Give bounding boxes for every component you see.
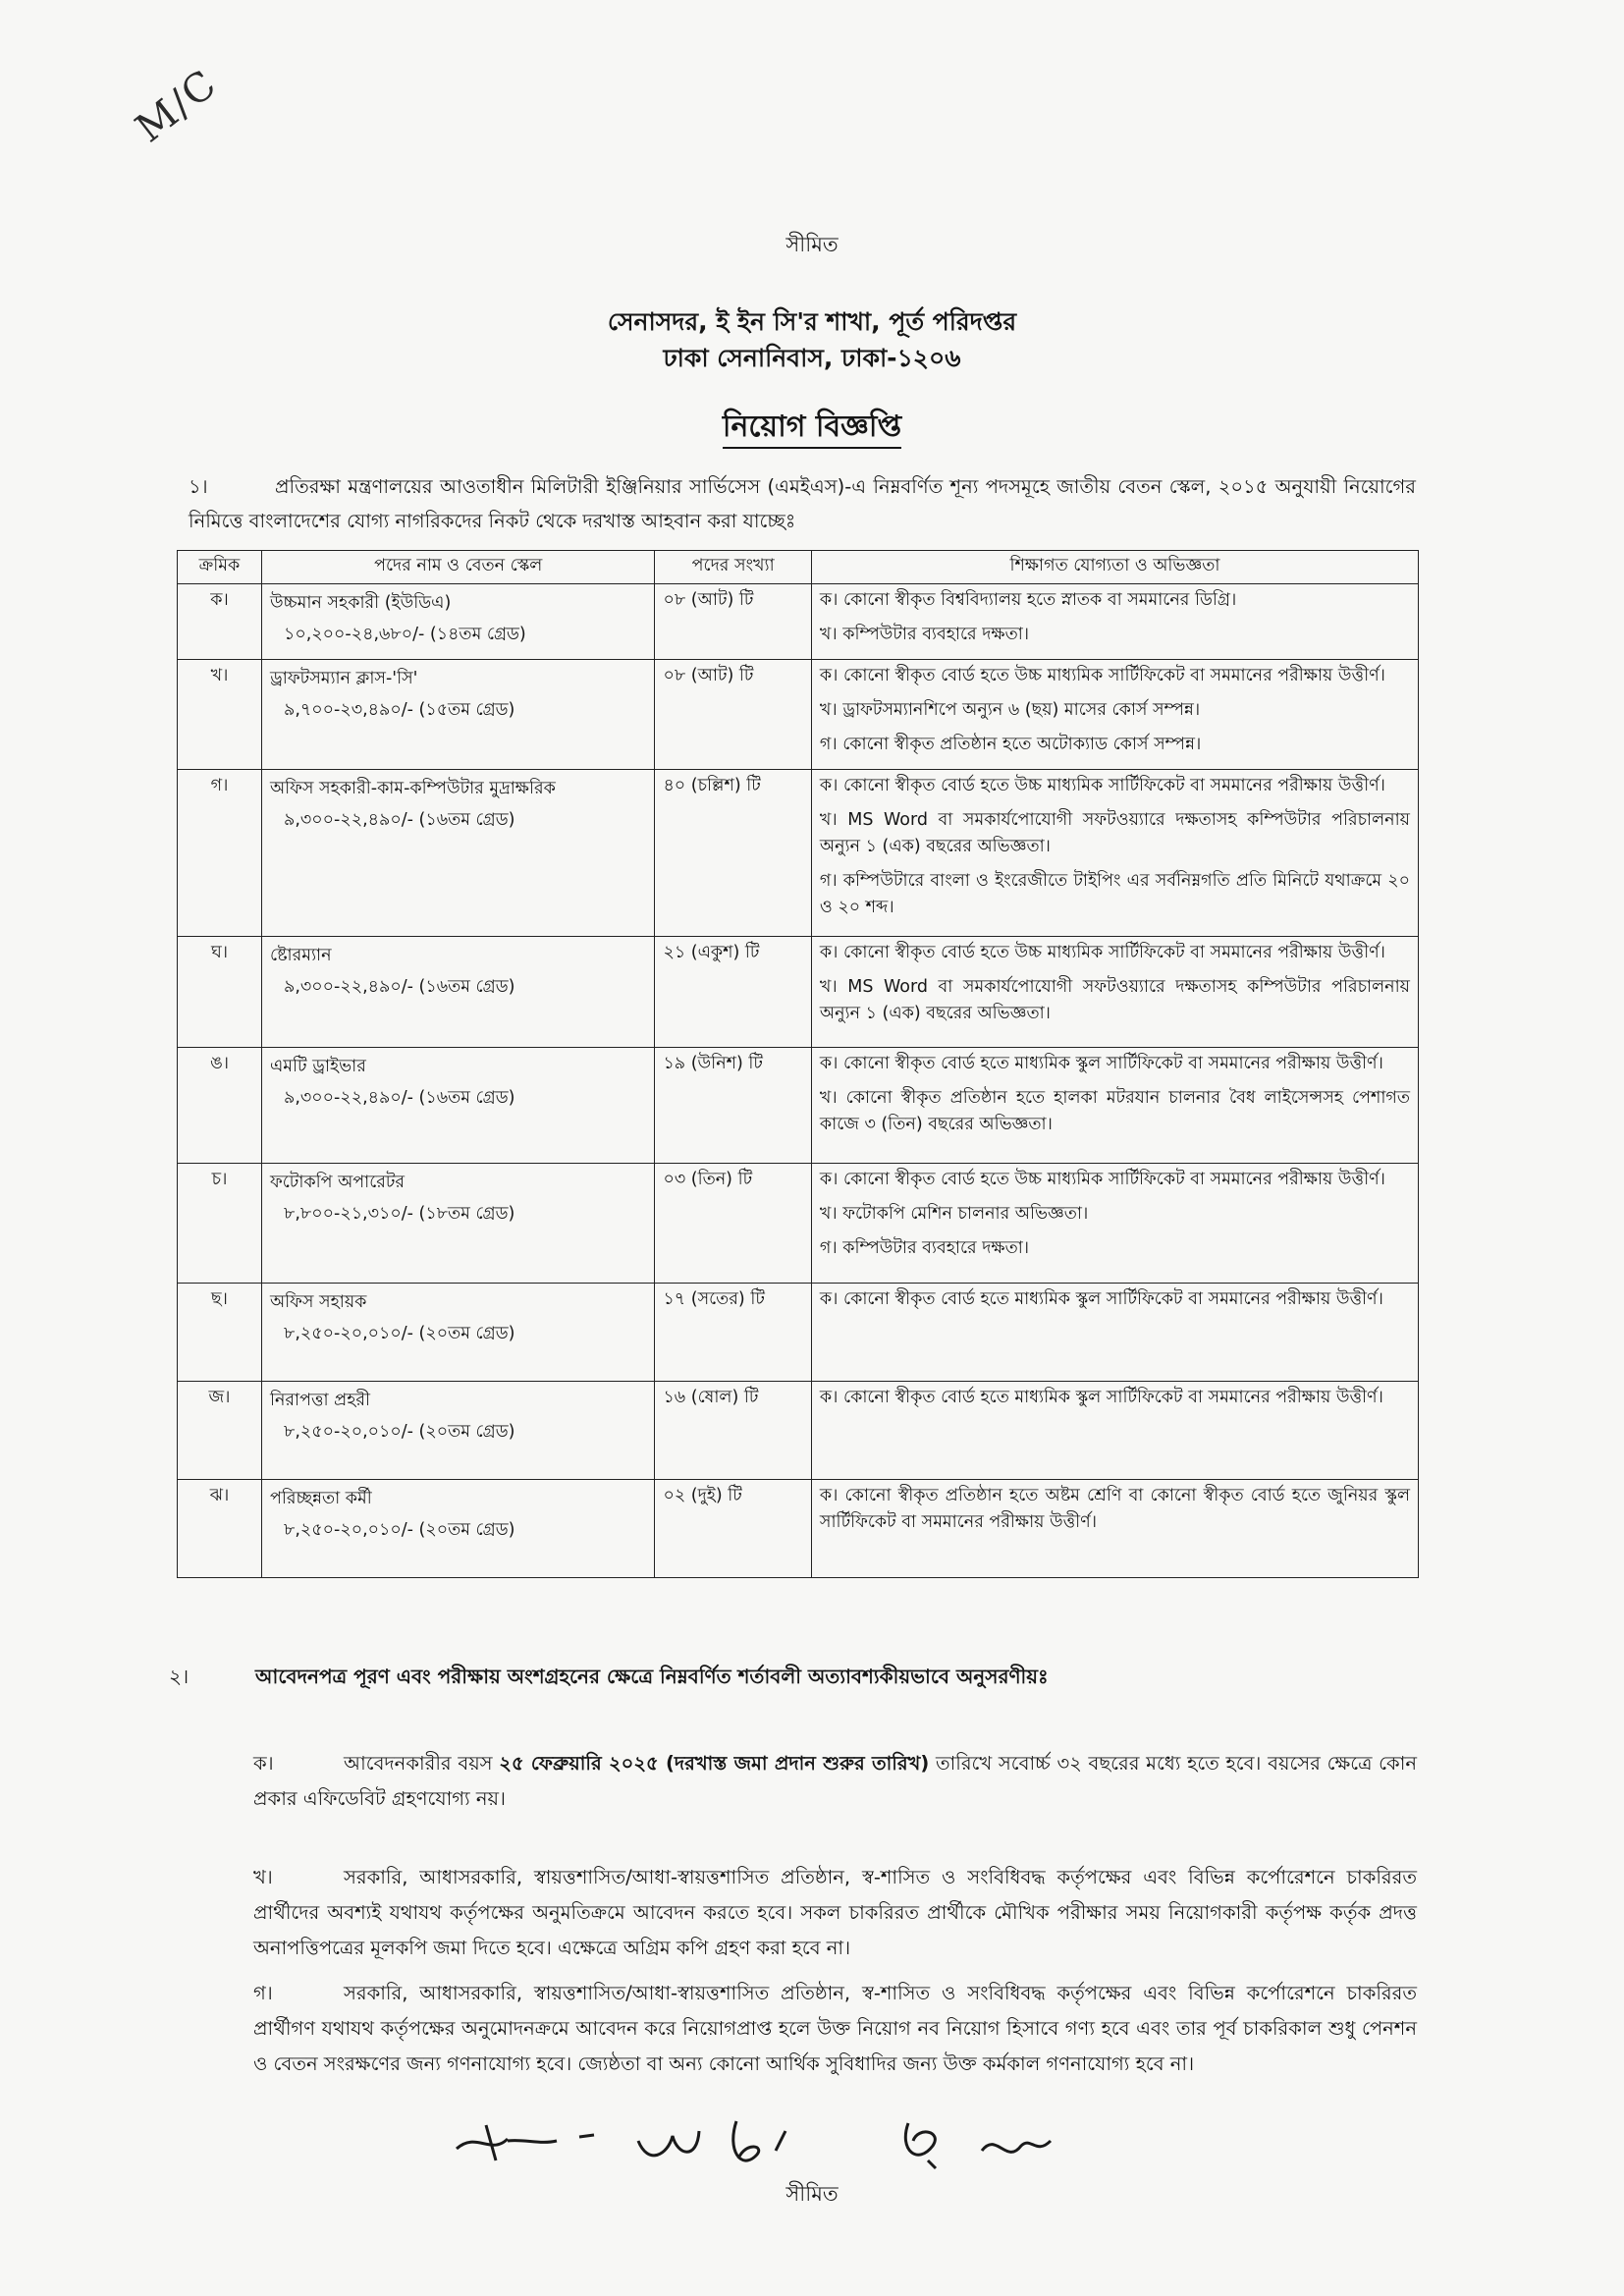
- row-post-cell: [261, 1284, 654, 1382]
- qualification-item: ক। কোনো স্বীকৃত বোর্ড হতে মাধ্যমিক স্কুল সার্টিফিকেট বা সমমানের পরীক্ষায় উত্তীর্ণ।: [819, 1054, 1383, 1073]
- row-serial: ঘ।: [178, 937, 262, 1048]
- condition-text-post: তারিখে সবোর্চ্চ ৩২ বছরের মধ্যে হতে হবে। বয়সের ক্ষেত্রে কোন প্রকার এফিডেবিট গ্রহণযোগ্য নয়।: [253, 1752, 1417, 1810]
- qualification-item: খ। কম্পিউটার ব্যবহারে দক্ষতা।: [819, 625, 1030, 644]
- table-row: [178, 1480, 1419, 1578]
- condition-new-appointment: [253, 1976, 1417, 2082]
- post-name: এমটি ড্রাইভার: [269, 1057, 366, 1076]
- qualification-cell: [811, 937, 1418, 1048]
- post-count: ১৯ (উনিশ) টি: [655, 1048, 811, 1164]
- post-count: ১৭ (সতের) টি: [655, 1284, 811, 1382]
- paragraph-number: ১।: [189, 475, 208, 498]
- qualification-item: ক। কোনো স্বীকৃত বোর্ড হতে উচ্চ মাধ্যমিক সার্টিফিকেট বা সমমানের পরীক্ষায় উত্তীর্ণ।: [819, 666, 1385, 685]
- notice-title: [0, 403, 1624, 453]
- post-name: ষ্টোরম্যান: [269, 946, 332, 965]
- post-name: নিরাপত্তা প্রহরী: [269, 1391, 371, 1410]
- qualification-item: ক। কোনো স্বীকৃত বোর্ড হতে উচ্চ মাধ্যমিক সার্টিফিকেট বা সমমানের পরীক্ষায় উত্তীর্ণ।: [819, 1170, 1385, 1189]
- row-serial: ক।: [178, 584, 262, 660]
- post-name: অফিস সহায়ক: [269, 1292, 367, 1312]
- condition-text-pre: আবেদনকারীর বয়স: [344, 1752, 500, 1775]
- intro-paragraph: [189, 469, 1416, 538]
- qualification-item: খ। ফটোকপি মেশিন চালনার অভিজ্ঞতা।: [819, 1204, 1089, 1224]
- qualification-item: খ। MS Word বা সমকার্যপোযোগী সফটওয়্যারে দক্ষতাসহ কম্পিউটার পরিচালনায় অন্যুন ১ (এক) বছরের অভিজ্ঞতা।: [819, 977, 1410, 1023]
- table-row: [178, 770, 1419, 937]
- office-address: ঢাকা সেনানিবাস, ঢাকা-১২০৬: [663, 344, 961, 372]
- pay-scale: ৮,২৫০-২০,০১০/- (২০তম গ্রেড): [283, 1324, 515, 1343]
- row-serial: ঝ।: [178, 1480, 262, 1578]
- signature-mark-1: [447, 2111, 614, 2170]
- condition-label: গ।: [253, 1982, 273, 2004]
- conditions-heading: [169, 1663, 1445, 1695]
- header-post-name: পদের নাম ও বেতন স্কেল: [261, 551, 654, 584]
- pay-scale: ৮,৮০০-২১,৩১০/- (১৮তম গ্রেড): [283, 1204, 515, 1224]
- qualification-cell: [811, 660, 1418, 770]
- conditions-title: আবেদনপত্র পূরণ এবং পরীক্ষায় অংশগ্রহনের ক্ষেত্রে নিম্নবর্ণিত শর্তাবলী অত্যাবশ্যকীয়ভাবে অনুসরণীয়ঃ: [255, 1665, 1049, 1688]
- qualification-item: গ। কম্পিউটারে বাংলা ও ইংরেজীতে টাইপিং এর সর্বনিম্নগতি প্রতি মিনিটে যথাক্রমে ২০ ও ২০ শব্দ।: [819, 871, 1410, 917]
- vacancy-table-body: [178, 584, 1419, 1578]
- pay-scale: ৮,২৫০-২০,০১০/- (২০তম গ্রেড): [283, 1422, 515, 1442]
- post-name: ড্রাফটসম্যান ক্লাস-'সি': [269, 669, 418, 688]
- post-count: ১৬ (ষোল) টি: [655, 1382, 811, 1480]
- qualification-item: ক। কোনো স্বীকৃত বোর্ড হতে উচ্চ মাধ্যমিক সার্টিফিকেট বা সমমানের পরীক্ষায় উত্তীর্ণ।: [819, 776, 1385, 795]
- handwritten-note: M/C: [128, 60, 227, 152]
- header-post-count: পদের সংখ্যা: [655, 551, 811, 584]
- signature-mark-2: [628, 2111, 805, 2180]
- qualification-item: খ। কোনো স্বীকৃত প্রতিষ্ঠান হতে হালকা মটরযান চালনার বৈধ লাইসেন্সসহ পেশাগত কাজে ৩ (তিন) বছরের অভিজ্ঞতা।: [819, 1088, 1410, 1134]
- qualification-cell: [811, 1164, 1418, 1284]
- vacancy-table: [177, 550, 1419, 1578]
- row-post-cell: [261, 1480, 654, 1578]
- pay-scale: ১০,২০০-২৪,৬৮০/- (১৪তম গ্রেড): [283, 625, 526, 644]
- condition-text: সরকারি, আধাসরকারি, স্বায়ত্তশাসিত/আধা-স্বায়ত্তশাসিত প্রতিষ্ঠান, স্ব-শাসিত ও সংবিধিবদ্ধ কর্তৃপক্ষের এবং বিভিন্ন কর্পোরেশনে চাকরিরত প্রার্থীগণ যথাযথ কর্তৃপক্ষের অনুমোদনক্রমে আবেদন করে নিয়োগপ্রাপ্ত হলে উক্ত নিয়োগ নব নিয়োগ হিসাবে গণ্য হবে এবং তার পূর্ব চাকরিকাল শুধু পেনশন ও বেতন সংরক্ষণের জন্য গণনাযোগ্য হবে। জ্যেষ্ঠতা বা অন্য কোনো আর্থিক সুবিধাদির জন্য উক্ত কর্মকাল গণনাযোগ্য হবে না।: [253, 1982, 1417, 2075]
- qualification-item: খ। ড্রাফটসম্যানশিপে অন্যুন ৬ (ছয়) মাসের কোর্স সম্পন্ন।: [819, 700, 1201, 720]
- pay-scale: ৯,৩০০-২২,৪৯০/- (১৬তম গ্রেড): [283, 977, 515, 997]
- qualification-item: ক। কোনো স্বীকৃত বোর্ড হতে মাধ্যমিক স্কুল সার্টিফিকেট বা সমমানের পরীক্ষায় উত্তীর্ণ।: [819, 1289, 1383, 1309]
- post-name: অফিস সহকারী-কাম-কম্পিউটার মুদ্রাক্ষরিক: [269, 779, 556, 798]
- section-number: ২।: [169, 1665, 189, 1688]
- row-post-cell: [261, 660, 654, 770]
- row-serial: ছ।: [178, 1284, 262, 1382]
- table-row: [178, 1048, 1419, 1164]
- row-serial: জ।: [178, 1382, 262, 1480]
- table-row: [178, 1382, 1419, 1480]
- table-row: [178, 1284, 1419, 1382]
- qualification-cell: [811, 584, 1418, 660]
- table-row: [178, 937, 1419, 1048]
- post-count: ০৮ (আট) টি: [655, 584, 811, 660]
- condition-label: ক।: [253, 1752, 274, 1775]
- row-serial: ঙ।: [178, 1048, 262, 1164]
- pay-scale: ৯,৩০০-২২,৪৯০/- (১৬তম গ্রেড): [283, 1088, 515, 1108]
- post-name: উচ্চমান সহকারী (ইউডিএ): [269, 593, 452, 613]
- row-post-cell: [261, 1164, 654, 1284]
- classification-top: সীমিত: [785, 233, 839, 256]
- header-qualification: শিক্ষাগত যোগ্যতা ও অভিজ্ঞতা: [811, 551, 1418, 584]
- post-count: ০৮ (আট) টি: [655, 660, 811, 770]
- row-serial: খ।: [178, 660, 262, 770]
- qualification-cell: [811, 1480, 1418, 1578]
- pay-scale: ৯,৭০০-২৩,৪৯০/- (১৫তম গ্রেড): [283, 700, 515, 720]
- qualification-item: ক। কোনো স্বীকৃত বোর্ড হতে মাধ্যমিক স্কুল সার্টিফিকেট বা সমমানের পরীক্ষায় উত্তীর্ণ।: [819, 1388, 1383, 1407]
- row-post-cell: [261, 1382, 654, 1480]
- classification-bottom: সীমিত: [785, 2182, 839, 2206]
- row-post-cell: [261, 1048, 654, 1164]
- qualification-item: খ। MS Word বা সমকার্যপোযোগী সফটওয়্যারে দক্ষতাসহ কম্পিউটার পরিচালনায় অন্যুন ১ (এক) বছরের অভিজ্ঞতা।: [819, 810, 1410, 856]
- qualification-cell: [811, 1048, 1418, 1164]
- row-serial: গ।: [178, 770, 262, 937]
- condition-employed-permission: [253, 1860, 1417, 1966]
- row-serial: চ।: [178, 1164, 262, 1284]
- condition-text: সরকারি, আধাসরকারি, স্বায়ত্তশাসিত/আধা-স্বায়ত্তশাসিত প্রতিষ্ঠান, স্ব-শাসিত ও সংবিধিবদ্ধ কর্তৃপক্ষের এবং বিভিন্ন কর্পোরেশনে চাকরিরত প্রার্থীদের অবশ্যই যথাযথ কর্তৃপক্ষের অনুমতিক্রমে আবেদন করতে হবে। সকল চাকরিরত প্রার্থীকে মৌখিক পরীক্ষার সময় নিয়োগকারী কর্তৃপক্ষ কর্তৃক প্রদত্ত অনাপত্তিপত্রের মূলকপি জমা দিতে হবে। এক্ষেত্রে অগ্রিম কপি গ্রহণ করা হবে না।: [253, 1866, 1417, 1959]
- post-count: ৪০ (চল্লিশ) টি: [655, 770, 811, 937]
- qualification-cell: [811, 770, 1418, 937]
- qualification-cell: [811, 1382, 1418, 1480]
- condition-label: খ।: [253, 1866, 273, 1888]
- table-row: [178, 584, 1419, 660]
- post-count: ০৩ (তিন) টি: [655, 1164, 811, 1284]
- row-post-cell: [261, 937, 654, 1048]
- table-header-row: [178, 551, 1419, 584]
- row-post-cell: [261, 584, 654, 660]
- condition-date-highlight: ২৫ ফেব্রুয়ারি ২০২৫ (দরখাস্ত জমা প্রদান শুরুর তারিখ): [499, 1752, 930, 1775]
- qualification-item: গ। কোনো স্বীকৃত প্রতিষ্ঠান হতে অটোক্যাড কোর্স সম্পন্ন।: [819, 735, 1202, 754]
- post-count: ০২ (দুই) টি: [655, 1480, 811, 1578]
- office-name: সেনাসদর, ই ইন সি'র শাখা, পূর্ত পরিদপ্তর: [607, 307, 1017, 336]
- table-row: [178, 660, 1419, 770]
- paragraph-text: প্রতিরক্ষা মন্ত্রণালয়ের আওতাধীন মিলিটারী ইঞ্জিনিয়ার সার্ভিসেস (এমইএস)-এ নিম্নবর্ণিত শূন্য পদসমূহে জাতীয় বেতন স্কেল, ২০১৫ অনুযায়ী নিয়োগের নিমিত্তে বাংলাদেশের যোগ্য নাগরিকদের নিকট থেকে দরখাস্ত আহবান করা যাচ্ছেঃ: [189, 475, 1416, 532]
- row-post-cell: [261, 770, 654, 937]
- pay-scale: ৮,২৫০-২০,০১০/- (২০তম গ্রেড): [283, 1520, 515, 1540]
- qualification-item: গ। কম্পিউটার ব্যবহারে দক্ষতা।: [819, 1238, 1030, 1258]
- qualification-item: ক। কোনো স্বীকৃত বোর্ড হতে উচ্চ মাধ্যমিক সার্টিফিকেট বা সমমানের পরীক্ষায় উত্তীর্ণ।: [819, 943, 1385, 962]
- notice-title-text: নিয়োগ বিজ্ঞপ্তি: [723, 410, 901, 449]
- qualification-cell: [811, 1284, 1418, 1382]
- table-row: [178, 1164, 1419, 1284]
- condition-age: [253, 1746, 1417, 1817]
- signature-mark-3: [889, 2111, 1075, 2180]
- post-count: ২১ (একুশ) টি: [655, 937, 811, 1048]
- qualification-item: ক। কোনো স্বীকৃত বিশ্ববিদ্যালয় হতে স্নাতক বা সমমানের ডিগ্রি।: [819, 590, 1237, 610]
- post-name: ফটোকপি অপারেটর: [269, 1173, 406, 1192]
- post-name: পরিচ্ছন্নতা কর্মী: [269, 1489, 372, 1508]
- pay-scale: ৯,৩০০-২২,৪৯০/- (১৬তম গ্রেড): [283, 810, 515, 830]
- header-serial: ক্রমিক: [178, 551, 262, 584]
- qualification-item: ক। কোনো স্বীকৃত প্রতিষ্ঠান হতে অষ্টম শ্রেণি বা কোনো স্বীকৃত বোর্ড হতে জুনিয়র স্কুল সার্টিফিকেট বা সমমানের পরীক্ষায় উত্তীর্ণ।: [819, 1486, 1410, 1532]
